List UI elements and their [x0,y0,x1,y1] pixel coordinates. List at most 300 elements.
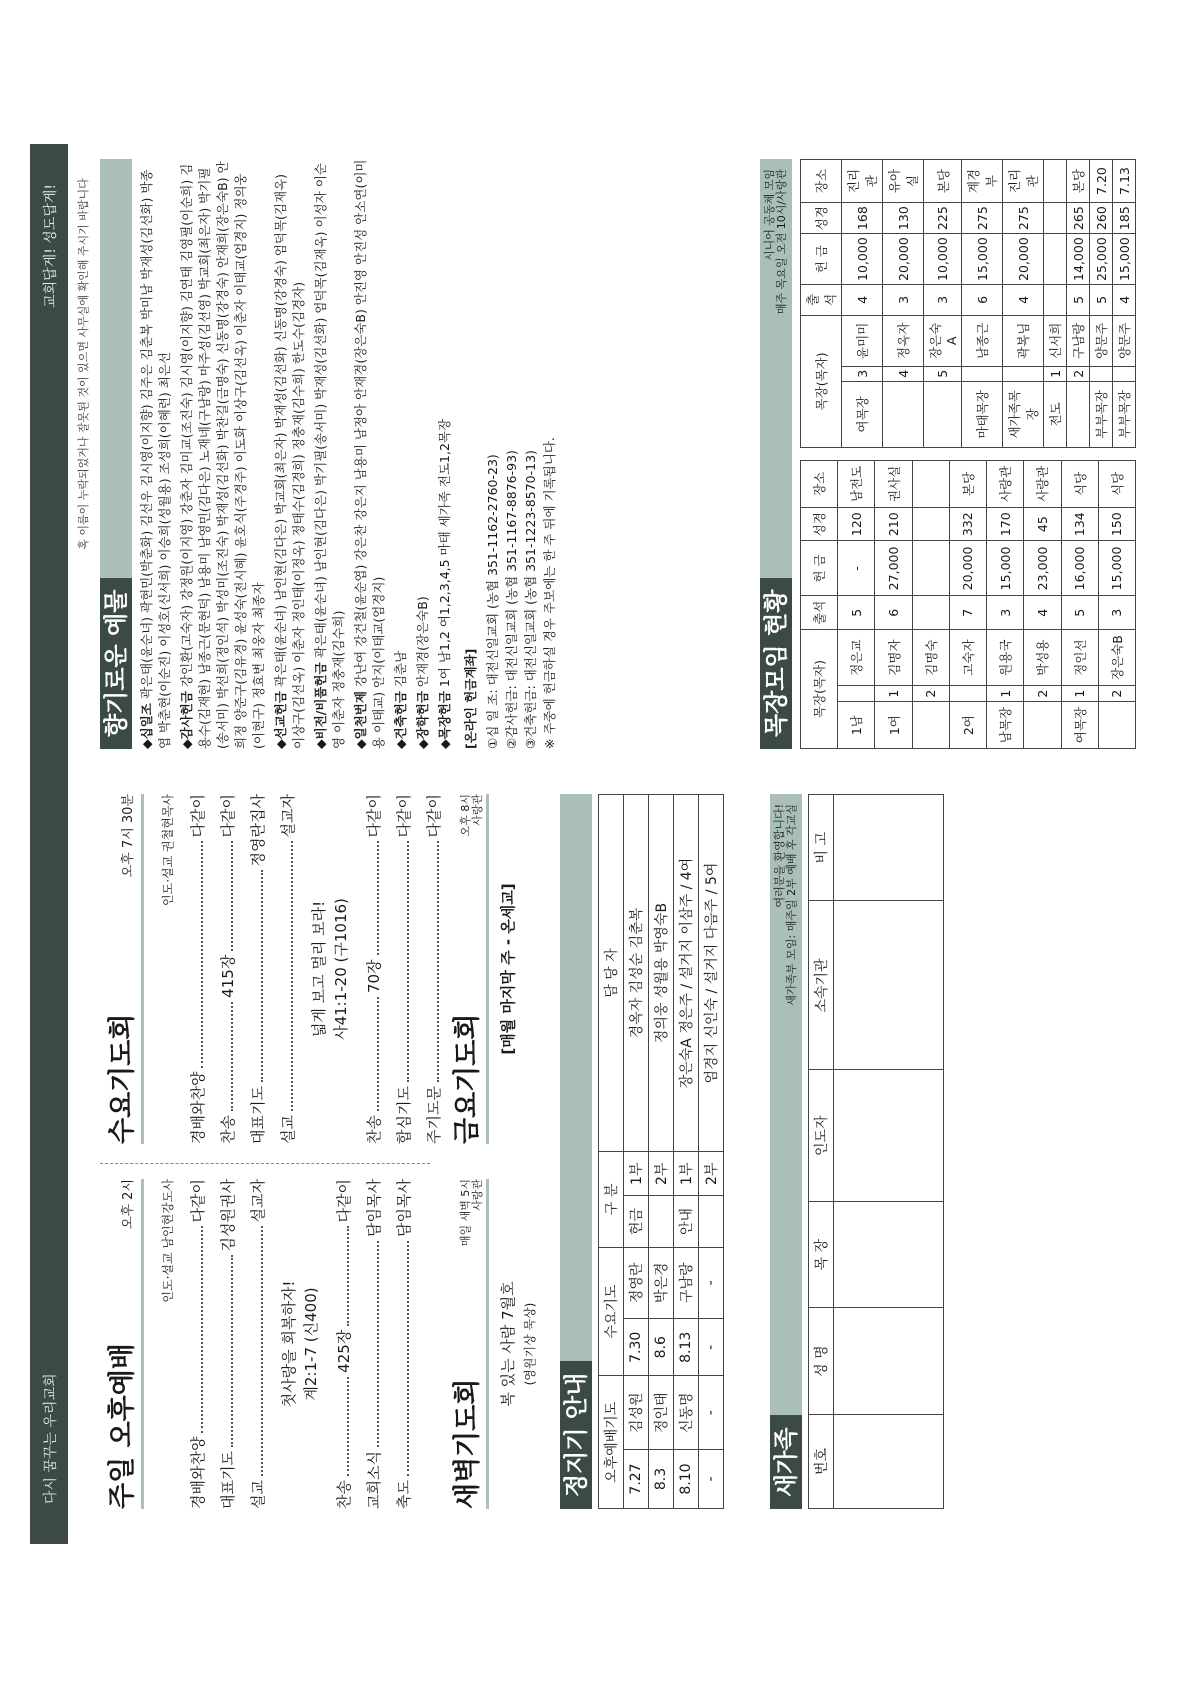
offering-item [436,159,454,749]
cell-row [1044,160,1067,448]
sunday-leader: 인도·설교 남인현강도사 [160,1179,175,1303]
friday-title: 금요기도회 [452,1013,483,1144]
wednesday-item-value2: 다같이 [364,793,383,838]
wednesday-item-label: 주기도문 [424,1086,443,1144]
friday-panel [445,794,519,1144]
wednesday-item-row [242,794,272,1144]
wednesday-item-label: 경배와찬양 [188,1071,207,1144]
cell-g: 여목장 [842,381,883,447]
cell-place: 남전도 [838,461,875,508]
cell-status-sub2: 매주 목요일 오전 10시/사랑관 [775,169,788,315]
cell-bible: 225 [924,203,962,234]
sunday-item-value: 425장 [334,1329,353,1373]
dot-leader [221,1002,233,1111]
dawn-title: 새벽기도회 [452,1378,483,1509]
offering-label: ◆ 일천번제 [353,691,368,749]
cell-att [912,596,949,630]
wednesday-item-label: 설교 [278,1115,297,1144]
sunday-item-label: 축도 [394,1480,413,1509]
cell-row [962,160,1003,448]
cell-g [1067,381,1090,447]
wednesday-item-value: 415장 [218,954,237,998]
dawn-line2: (영원기상 묵상) [523,1302,537,1386]
wednesday-title: 수요기도회 [107,1013,138,1144]
top-banner [30,144,68,1544]
newcomers-header: 인도자 [809,1070,834,1202]
cell-row [1003,160,1044,448]
cell-bible: 185 [1113,203,1136,234]
duty-cell: - [699,1376,724,1450]
cell-bible [912,507,949,541]
cell-place: 유아실 [883,160,924,203]
cell-g [1098,702,1135,749]
dot-leader [191,1226,203,1432]
cell-name: 김명자 [875,630,912,686]
cell-off: 14,000 [1067,234,1090,285]
duty-cell: 8.13 [674,1319,699,1376]
cell-bible: 170 [987,507,1024,541]
sunday-title: 주일 오후예배 [107,1343,138,1509]
cell-row [1024,461,1061,749]
cell-g [883,381,924,447]
offering-label: ◆ 장학헌금 [415,691,430,749]
cell-g: 새가족목장 [1003,381,1044,447]
cell-name: 박성용 [1024,630,1061,686]
sunday-time: 오후 2시 [121,1179,136,1230]
cell-n: 4 [883,366,924,381]
cell-name: 신서희 [1044,315,1067,366]
duty-header: 수요기도 [599,1247,624,1376]
cell-n: 2 [1024,686,1061,702]
wednesday-item-row [418,794,448,1144]
cell-g: 2여 [949,702,986,749]
sunday-item-label: 찬송 [334,1480,353,1509]
cell-bible: 45 [1024,507,1061,541]
sunday-item-value: 설교자 [248,1179,267,1223]
cell-att: 4 [1024,596,1061,630]
cell-name: 고숙자 [949,630,986,686]
newcomers-panel [770,794,944,1509]
sunday-item-value: 담임목사 [364,1179,383,1237]
fragrant-panel [100,159,560,749]
cell-att: 3 [883,284,924,315]
duty-cell: 박은경 [649,1247,674,1319]
sunday-item-label: 대표기도 [218,1451,237,1509]
offering-label: ◆ 선교헌금 [273,691,288,749]
cell-g: 부부목장 [1090,381,1113,447]
cell-header-row [801,160,842,448]
cell-status-sub1: 시니어 공동체 모임 [763,169,776,262]
cell-off: 15,000 [987,541,1024,596]
cell-n: 1 [987,686,1024,702]
newcomers-note2: 여러분을 환영합니다! [773,804,786,908]
wednesday-item-label: 합심기도 [394,1086,413,1144]
sunday-item-value2: 다같이 [334,1179,353,1223]
dawn-line1: 복 있는 사람 7월호 [499,1281,517,1407]
wednesday-item-value: 다같이 [188,794,207,838]
duty-cell: - [699,1319,724,1376]
duty-row [649,795,674,1509]
newcomers-title: 새가족 [770,1415,802,1509]
cell-n [1113,366,1136,381]
wednesday-item-row [358,794,388,1144]
wednesday-leader: 인도·설교 권철현목사 [160,794,175,906]
offering-item [392,159,410,749]
cell-off: 20,000 [949,541,986,596]
duty-cell: 2부 [649,1152,674,1196]
cell-bible: 150 [1098,507,1135,541]
wednesday-time: 오후 7시 30분 [121,794,136,878]
wednesday-item-label: 대표기도 [248,1086,267,1144]
dot-leader [367,997,379,1111]
cell-g [1024,702,1061,749]
cell-n: 2 [1067,366,1090,381]
duty-cell: 1부 [624,1152,649,1196]
cell-off: 10,000 [842,234,883,285]
wednesday-item-value: 설교자 [278,794,297,838]
cell-att: 4 [1003,284,1044,315]
cell-att: 5 [1061,596,1098,630]
cell-place: 7.13 [1113,160,1136,203]
duty-cell: 8.3 [649,1450,674,1509]
cell-place: 권사실 [875,461,912,508]
wednesday-item-value: 정영란집사 [248,794,267,867]
cell-bible: 265 [1067,203,1090,234]
cell-bible: 134 [1061,507,1098,541]
duty-header: 구 분 [599,1152,624,1247]
cell-name: 구남랑 [1067,315,1090,366]
dot-leader [191,841,203,1067]
online-account: ③건축헌금: 대전신일교회 (농협 351-1223-8570-13) [523,450,538,749]
cell-name: 양문주 [1113,315,1136,366]
cell-place: 본당 [949,461,986,508]
cell-header: 장소 [801,160,842,203]
wednesday-item-label: 찬송 [364,1115,383,1144]
duty-cell: 7.30 [624,1319,649,1376]
dot-leader [337,1377,349,1476]
cell-att: 4 [1113,284,1136,315]
cell-header: 목장(목자) [801,630,838,749]
cell-g: 여목장 [1061,702,1098,749]
duty-cell: 7.27 [624,1450,649,1509]
duty-cell: 안내 [674,1196,699,1247]
sunday-item-value: 다같이 [188,1179,207,1223]
cell-header-row [801,461,838,749]
cell-n: 1 [1061,686,1098,702]
cell-row [949,461,986,749]
cell-off: 15,000 [962,234,1003,285]
dot-leader [221,841,233,950]
cell-off [1044,234,1067,285]
offering-names: 곽은태(윤순녀) 남인현(김다은) 박교회(최은자) 박재성(김선화) 신동명(강경숙) 엄덕목(김재옥) 이상구(김선옥) 이춘자 정인태(이정옥) 정태수(김경희) 정충재(김수희) 한도수(김경자) [273,173,306,749]
newcomers-empty-row [834,795,944,1509]
cell-header: 출석 [801,284,842,315]
dot-leader [367,1241,379,1447]
cell-header: 장소 [801,461,838,508]
cell-n [1090,366,1113,381]
cell-bible: 332 [949,507,986,541]
duty-cell: 정의웅 성월용 박영숙B [649,795,674,1152]
cell-header: 출석 [801,596,838,630]
offering-item [178,159,268,749]
duty-row [674,795,699,1509]
wednesday-item-value: 70장 [364,959,383,994]
cell-row [883,160,924,448]
cell-g: 남목장 [987,702,1024,749]
cell-name: 정옥자 [883,315,924,366]
offering-names: 안재경(장은숙B) [415,596,430,688]
cell-status-title: 목장모임 현황 [760,578,792,749]
sunday-item-label: 설교 [248,1480,267,1509]
cell-place: 7.20 [1090,160,1113,203]
cell-name: 장은숙A [924,315,962,366]
cell-bible: 120 [838,507,875,541]
wednesday-item-row [212,794,242,1144]
cell-name: 정은교 [838,630,875,686]
cell-att: 5 [838,596,875,630]
cell-off: - [838,541,875,596]
duty-row [624,795,649,1509]
wednesday-item-value: 다같이 [424,794,443,838]
cell-g [912,702,949,749]
cell-n [949,686,986,702]
duty-table [598,794,724,1509]
fragrant-title: 향기로운 예물 [100,578,132,749]
cell-n: 1 [1044,366,1067,381]
offering-item [352,159,388,749]
cell-n [1003,366,1044,381]
duty-cell: 8.6 [649,1319,674,1376]
cell-off: 15,000 [1113,234,1136,285]
cell-bible: 210 [875,507,912,541]
wednesday-item-value2: 다같이 [218,794,237,838]
cell-row [1067,160,1090,448]
cell-g: 1남 [838,702,875,749]
offering-item [414,159,432,749]
dot-leader [397,841,409,1082]
newcomers-header: 성 명 [809,1308,834,1414]
cell-row [924,160,962,448]
cell-n: 2 [912,686,949,702]
cell-off: 15,000 [1098,541,1135,596]
cell-header: 목장(목자) [801,315,842,447]
offering-label: ◆ 비전/비품헌금 [313,662,328,749]
cell-bible: 130 [883,203,924,234]
cell-name: 김명숙 [912,630,949,686]
offering-item [272,159,308,749]
cell-off: 23,000 [1024,541,1061,596]
friday-line1: [매월 마지막 주 - 온세교] [499,883,517,1055]
cell-table-left [800,460,1136,749]
dot-leader [337,1226,349,1325]
cell-bible [1044,203,1067,234]
cell-header: 헌 금 [801,234,842,285]
wednesday-item-row [272,794,302,1144]
newcomers-header: 목 장 [809,1201,834,1307]
cell-name: 양문주 [1090,315,1113,366]
duty-cell: 헌금 [624,1196,649,1247]
cell-row [912,461,949,749]
cell-header: 성경 [801,507,838,541]
cell-row [1098,461,1135,749]
duty-cell: 신동명 [674,1376,699,1450]
wednesday-sermon-ref: 사41:1-20 (구1016) [332,898,350,1040]
cell-place [1044,160,1067,203]
cell-header: 성경 [801,203,842,234]
offering-names: 강인환(고숙자) 강정원(이지영) 강춘자 김미교(조진숙) 김시영(이지향) 김연태 김영필(이순희) 김용수(김재현) 남종근(문현덕) 남용미 남영민(김다은) 노재네(구남랑) 마주성(김선영) 박교회(최은자) 박기필(송서미) 박선희(정인석) 박성미(조진숙) 박재성(김선화) 박찬길(금명숙) 신동명(강경숙) 안재희(장은숙B) 안희정 양준구(김유경) 윤성숙(전시혜) 윤호식(주경주) 이도화 이상구(김선옥) 이춘자 이태교(엄경지) 정의웅(이현구) 정효변 최웅자 최종자 [179,161,266,749]
wednesday-sermon-title: 넓게 보고 멀리 보라! [310,900,328,1038]
cell-n: 2 [1098,686,1135,702]
dot-leader [251,870,263,1082]
sunday-item-value: 담임목사 [394,1179,413,1237]
cell-status-panel [760,159,1136,749]
online-title: [온라인 헌금계좌] [463,648,478,749]
duty-cell: 김성원 [624,1376,649,1450]
online-account: ①십 일 조: 대전신일교회 (농협 351-1162-2760-23) [485,454,500,749]
cell-g [924,381,962,447]
cell-n [838,686,875,702]
cell-n: 5 [924,366,962,381]
cell-row [1113,160,1136,448]
duty-cell: 엄경지 신인숙 / 설거지 다음주 / 5여 [699,795,724,1152]
duty-cell [699,1196,724,1247]
duty-cell: 정인태 [649,1376,674,1450]
cell-place: 진리관 [842,160,883,203]
dawn-time: 매일 새벽 5시 [459,1179,472,1247]
offering-names: 강난여 강건철(윤순엽) 강은찬 강은지 남용미 남정아 안재경(장은숙B) 안진영 안진성 안소연(이미용 이태교) 안지(이태교(엄경지) [353,159,386,749]
sunday-item-label: 경배와찬양 [188,1436,207,1509]
cell-g: 1여 [875,702,912,749]
cell-row [875,461,912,749]
duty-cell: 구남랑 [674,1247,699,1319]
offering-label: ◆ 십일조 [139,703,154,749]
cell-place [912,461,949,508]
wednesday-item-value: 다같이 [394,794,413,838]
cell-off: 20,000 [1003,234,1044,285]
sunday-sermon-title: 첫사랑을 회복하자! [280,1280,298,1408]
cell-off: 25,000 [1090,234,1113,285]
sunday-item-row [212,1179,242,1509]
cell-att: 5 [1067,284,1090,315]
newcomers-header: 번호 [809,1414,834,1508]
dot-leader [221,1255,233,1447]
sunday-item-label: 교회소식 [364,1451,383,1509]
dot-leader [251,1226,263,1476]
offering-item [312,159,348,749]
cell-place: 식당 [1098,461,1135,508]
sunday-item-row [358,1179,388,1509]
wednesday-item-row [182,794,212,1144]
cell-name: 정인선 [1061,630,1098,686]
sunday-item-row [242,1179,272,1509]
fragrant-note: 혹 이름이 누락되었거나 잘못된 것이 있으면 사무실에 확인해 주시기 바랍니다 [77,178,90,550]
cell-att: 3 [924,284,962,315]
offering-names: 곽은태(윤순녀) 곽현민(박춘화) 김선우 김시영(이지향) 김주은 김춘복 박미남 박재성(김선화) 박종엽 박춘현(이순진) 이성호(신서희) 이승희(성월용) 조성희(이혜련) 최은선 [139,169,172,749]
cell-name: 남종근 [962,315,1003,366]
cell-place: 사랑관 [987,461,1024,508]
friday-time: 오후 8시 [459,794,472,837]
duty-cell: 2부 [699,1152,724,1196]
cell-place: 사랑관 [1024,461,1061,508]
cell-bible: 260 [1090,203,1113,234]
cell-n: 1 [875,686,912,702]
cell-off [912,541,949,596]
wednesday-item-row [388,794,418,1144]
cell-att: 7 [949,596,986,630]
cell-name: 윤미미 [842,315,883,366]
duty-cell: 1부 [674,1152,699,1196]
cell-n [962,366,1003,381]
cell-g: 부부목장 [1113,381,1136,447]
banner-slogan-right: 교회답게! 성도답게! [43,184,59,308]
cell-att: 5 [1090,284,1113,315]
cell-bible: 275 [1003,203,1044,234]
cell-att: 6 [875,596,912,630]
duty-cell: 8.10 [674,1450,699,1509]
dot-leader [281,841,293,1111]
online-account: ②감사헌금: 대전신일교회 (농협 351-1167-8876-93) [504,450,519,749]
dawn-place: 사랑관 [471,1179,484,1211]
newcomers-header: 비 고 [809,795,834,901]
dot-leader [397,1241,409,1476]
sunday-afternoon-panel [100,1179,418,1509]
sunday-sermon-ref: 계2:1-7 (신400) [302,1287,320,1401]
cell-name: 장은숙B [1098,630,1135,686]
duty-title: 정지기 안내 [560,1361,592,1509]
duty-cell [649,1196,674,1247]
cell-att: 6 [962,284,1003,315]
dawn-panel [445,1179,541,1509]
cell-off: 20,000 [883,234,924,285]
offering-names: 김춘남 [393,650,408,688]
wednesday-item-label: 찬송 [218,1115,237,1144]
duty-header: 담 당 자 [599,795,624,1152]
newcomers-header: 소속기관 [809,901,834,1070]
cell-att: 3 [1098,596,1135,630]
offering-label: ◆ 감사헌금 [179,691,194,749]
duty-header: 오후예배기도 [599,1376,624,1509]
newcomers-note1: 새가족부 모임: 매주일 2부 예배 후 각교실 [785,804,798,1006]
cell-table-right [800,159,1136,448]
duty-cell: - [699,1247,724,1319]
offering-item [138,159,174,749]
cell-g: 전도 [1044,381,1067,447]
offering-names: 곽은태(윤순녀) 남인현(김다은) 박기필(송서미) 박재성(김선화) 엄덕목(김재옥) 이성자 이순영 이춘자 정충재(김수희) [313,163,346,749]
sunday-item-row [388,1179,418,1509]
cell-row [838,461,875,749]
sunday-item-row [182,1179,212,1509]
cell-g: 마태목장 [962,381,1003,447]
offering-names: 1여 남1,2 여1,2,3,4,5 마태 세가족 전도1,2목장 [437,418,452,688]
cell-place: 계경부 [962,160,1003,203]
dot-leader [427,841,439,1082]
cell-row [987,461,1024,749]
cell-row [1061,461,1098,749]
online-account: ※ 주중에 헌금하실 경우 주보에는 한 주 뒤에 기록됩니다. [542,437,557,749]
duty-panel [560,794,724,1509]
cell-off: 27,000 [875,541,912,596]
cell-place: 본당 [924,160,962,203]
offering-label: ◆ 건축헌금 [393,691,408,749]
dot-leader [367,841,379,955]
cell-name: 원용국 [987,630,1024,686]
cell-att [1044,284,1067,315]
cell-bible: 168 [842,203,883,234]
duty-cell: 정영란 [624,1247,649,1319]
duty-row [699,795,724,1509]
cell-n: 3 [842,366,883,381]
duty-cell: - [699,1450,724,1509]
